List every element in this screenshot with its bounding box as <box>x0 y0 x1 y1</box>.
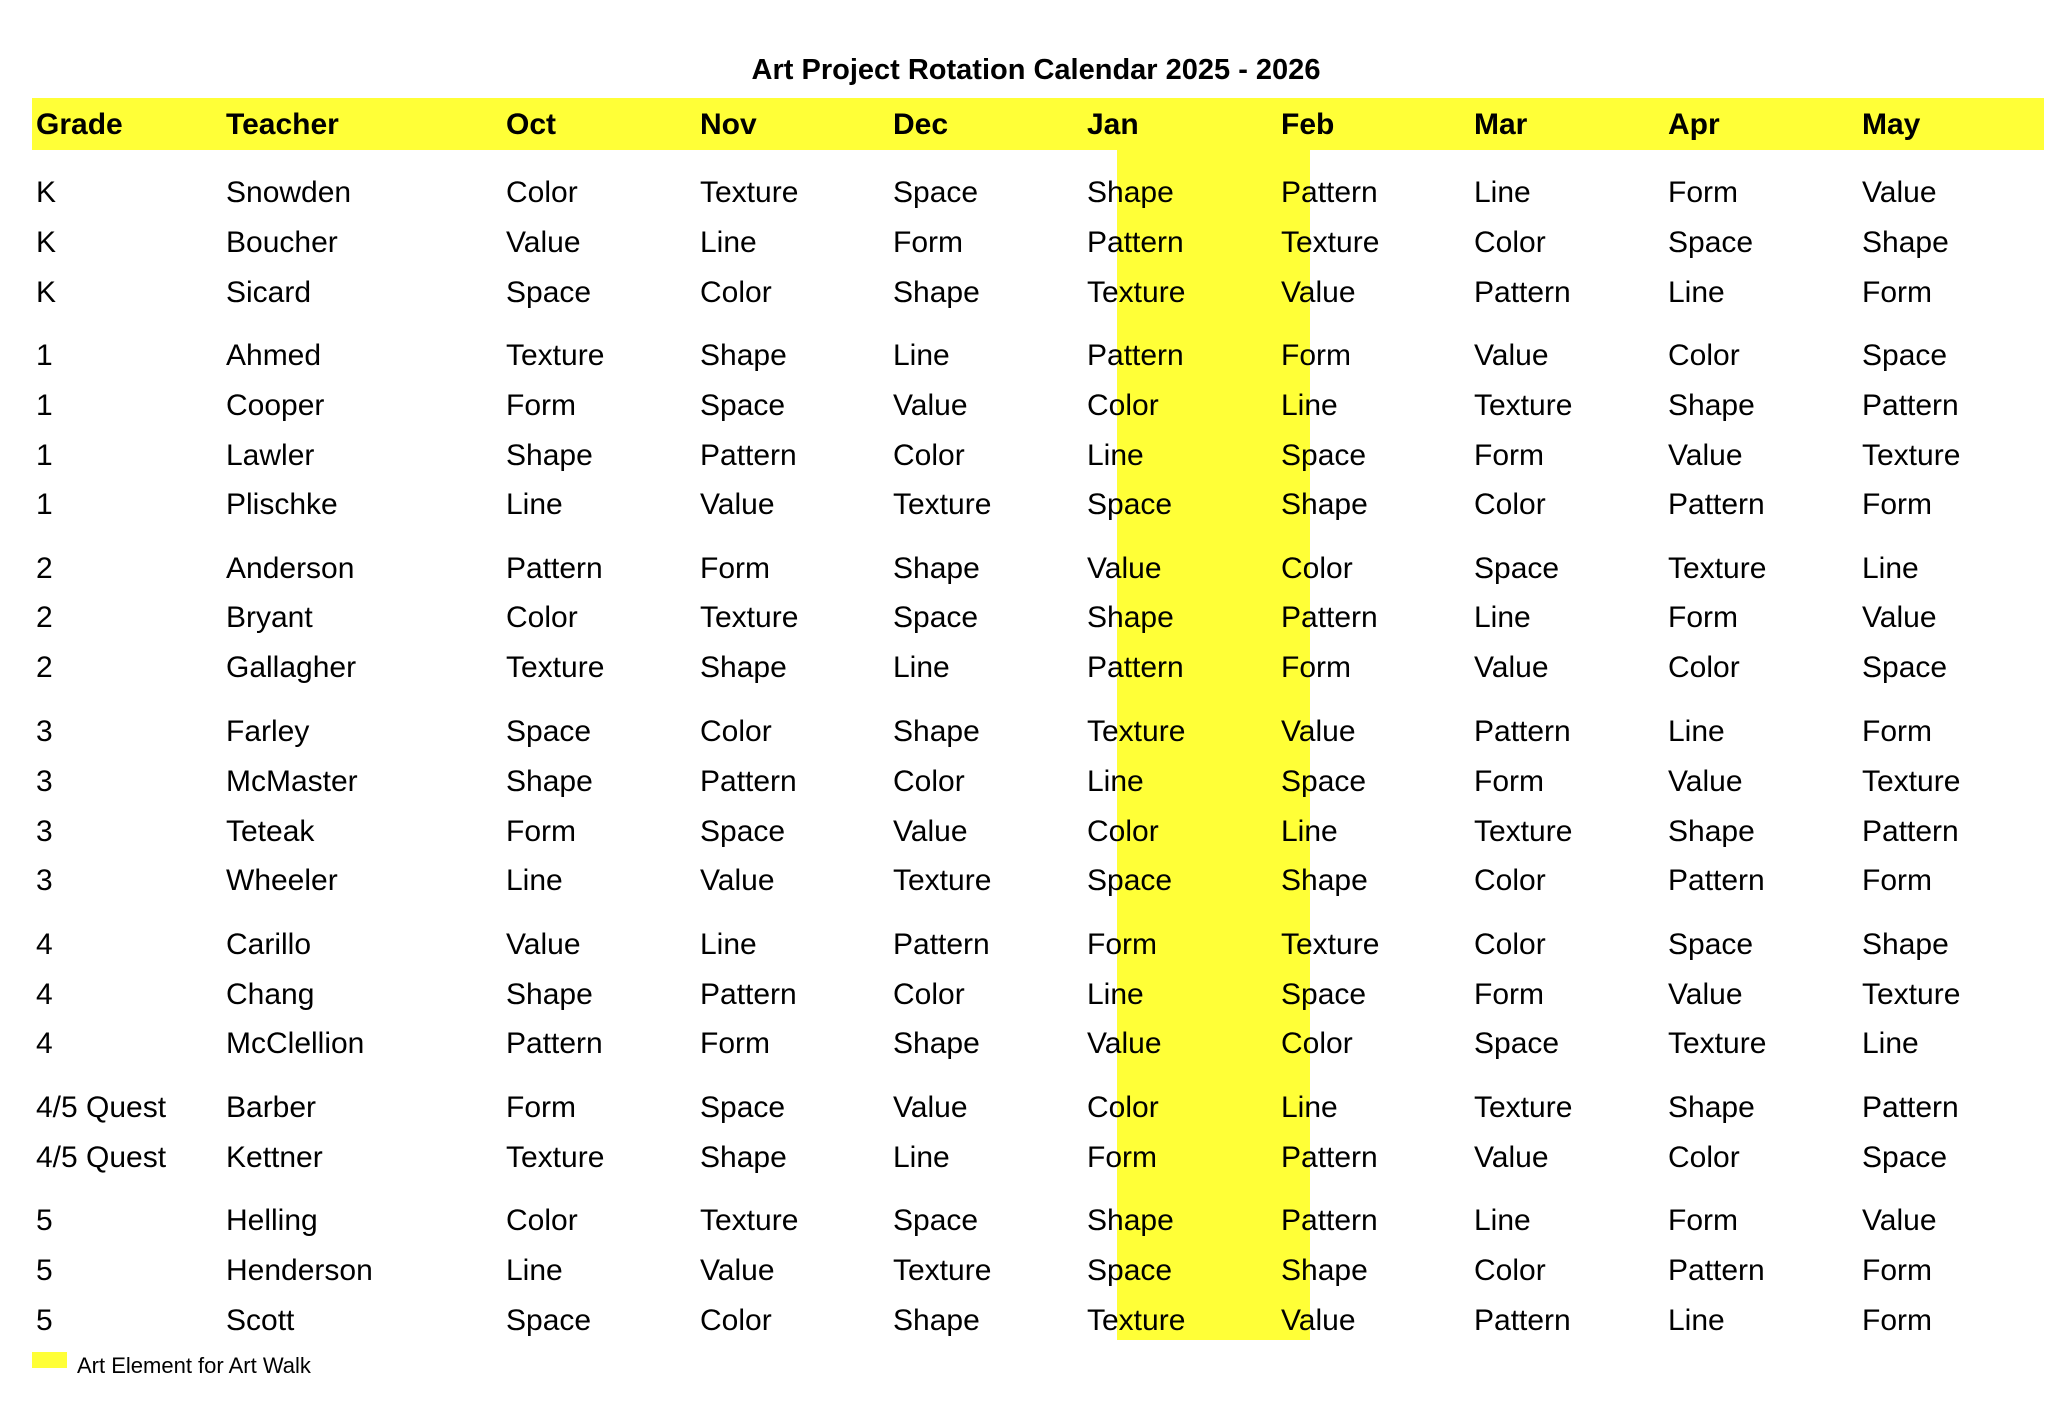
page-title: Art Project Rotation Calendar 2025 - 2026 <box>751 54 1321 86</box>
cell-grade: 5 <box>36 1204 53 1237</box>
cell-feb: Space <box>1281 439 1367 472</box>
cell-mar: Form <box>1474 765 1544 798</box>
cell-nov: Pattern <box>700 439 797 472</box>
cell-mar: Pattern <box>1474 715 1571 748</box>
cell-grade: 2 <box>36 552 53 585</box>
cell-teacher: Plischke <box>226 488 338 521</box>
cell-grade: K <box>36 276 57 309</box>
table-row <box>32 1133 2044 1183</box>
legend-label: Art Element for Art Walk <box>77 1353 311 1378</box>
cell-oct: Texture <box>506 1141 605 1174</box>
cell-teacher: Cooper <box>226 389 325 422</box>
cell-apr: Pattern <box>1668 1254 1765 1287</box>
table-row <box>32 331 2044 381</box>
cell-feb: Line <box>1281 1091 1338 1124</box>
cell-teacher: Chang <box>226 978 315 1011</box>
cell-apr: Shape <box>1668 815 1755 848</box>
cell-feb: Space <box>1281 978 1367 1011</box>
cell-grade: 4 <box>36 1027 53 1060</box>
cell-teacher: McClellion <box>226 1027 365 1060</box>
header-dec: Dec <box>893 108 949 141</box>
cell-oct: Shape <box>506 439 593 472</box>
cell-nov: Value <box>700 1254 775 1287</box>
legend-swatch <box>32 1352 67 1368</box>
cell-teacher: Helling <box>226 1204 318 1237</box>
cell-apr: Form <box>1668 601 1738 634</box>
table-row <box>32 757 2044 807</box>
table-row <box>32 480 2044 530</box>
table-row <box>32 807 2044 857</box>
cell-oct: Value <box>506 226 581 259</box>
cell-may: Form <box>1862 864 1932 897</box>
cell-grade: 3 <box>36 864 53 897</box>
cell-grade: 1 <box>36 488 53 521</box>
cell-may: Value <box>1862 601 1937 634</box>
cell-oct: Line <box>506 864 563 897</box>
cell-apr: Color <box>1668 1141 1740 1174</box>
cell-grade: 4 <box>36 978 53 1011</box>
cell-may: Space <box>1862 339 1948 372</box>
header-nov: Nov <box>700 108 757 141</box>
cell-jan: Color <box>1087 1091 1159 1124</box>
cell-oct: Color <box>506 176 578 209</box>
table-row <box>32 1083 2044 1133</box>
cell-mar: Color <box>1474 1254 1546 1287</box>
cell-feb: Form <box>1281 339 1351 372</box>
cell-apr: Value <box>1668 765 1743 798</box>
cell-nov: Value <box>700 864 775 897</box>
cell-feb: Shape <box>1281 864 1368 897</box>
cell-jan: Shape <box>1087 601 1174 634</box>
table-row <box>32 593 2044 643</box>
cell-mar: Line <box>1474 176 1531 209</box>
cell-oct: Texture <box>506 339 605 372</box>
cell-dec: Texture <box>893 864 992 897</box>
cell-dec: Line <box>893 339 950 372</box>
table-row <box>32 856 2044 906</box>
cell-jan: Space <box>1087 1254 1173 1287</box>
table-row <box>32 1296 2044 1346</box>
cell-may: Space <box>1862 1141 1948 1174</box>
cell-mar: Value <box>1474 339 1549 372</box>
cell-grade: 5 <box>36 1304 53 1337</box>
cell-nov: Color <box>700 276 772 309</box>
cell-nov: Value <box>700 488 775 521</box>
cell-jan: Line <box>1087 978 1144 1011</box>
cell-may: Line <box>1862 552 1919 585</box>
table-row <box>32 431 2044 481</box>
cell-dec: Value <box>893 1091 968 1124</box>
cell-teacher: Carillo <box>226 928 312 961</box>
table-row <box>32 970 2044 1020</box>
cell-jan: Texture <box>1087 1304 1186 1337</box>
cell-jan: Form <box>1087 1141 1157 1174</box>
cell-apr: Value <box>1668 439 1743 472</box>
cell-oct: Pattern <box>506 1027 603 1060</box>
cell-may: Form <box>1862 1254 1932 1287</box>
cell-feb: Pattern <box>1281 1141 1378 1174</box>
cell-mar: Color <box>1474 864 1546 897</box>
cell-mar: Color <box>1474 226 1546 259</box>
cell-dec: Shape <box>893 1027 980 1060</box>
cell-teacher: Teteak <box>226 815 315 848</box>
cell-apr: Shape <box>1668 1091 1755 1124</box>
cell-may: Form <box>1862 1304 1932 1337</box>
cell-dec: Line <box>893 651 950 684</box>
cell-jan: Pattern <box>1087 226 1184 259</box>
cell-may: Texture <box>1862 978 1961 1011</box>
cell-apr: Pattern <box>1668 488 1765 521</box>
cell-grade: 2 <box>36 651 53 684</box>
cell-grade: 5 <box>36 1254 53 1287</box>
cell-jan: Value <box>1087 1027 1162 1060</box>
cell-mar: Line <box>1474 1204 1531 1237</box>
cell-oct: Line <box>506 488 563 521</box>
cell-oct: Form <box>506 389 576 422</box>
cell-oct: Shape <box>506 978 593 1011</box>
header-jan: Jan <box>1087 108 1139 141</box>
cell-mar: Value <box>1474 651 1549 684</box>
table-row <box>32 1196 2044 1246</box>
header-apr: Apr <box>1668 108 1720 141</box>
cell-nov: Texture <box>700 1204 799 1237</box>
cell-dec: Color <box>893 765 965 798</box>
cell-nov: Color <box>700 1304 772 1337</box>
cell-oct: Form <box>506 1091 576 1124</box>
cell-teacher: Barber <box>226 1091 317 1124</box>
cell-feb: Space <box>1281 765 1367 798</box>
cell-feb: Pattern <box>1281 176 1378 209</box>
table-row <box>32 920 2044 970</box>
cell-jan: Texture <box>1087 715 1186 748</box>
cell-dec: Shape <box>893 276 980 309</box>
cell-grade: 4/5 Quest <box>36 1141 167 1174</box>
cell-teacher: Farley <box>226 715 310 748</box>
cell-feb: Color <box>1281 1027 1353 1060</box>
cell-dec: Color <box>893 978 965 1011</box>
cell-oct: Line <box>506 1254 563 1287</box>
cell-feb: Line <box>1281 815 1338 848</box>
cell-teacher: Snowden <box>226 176 352 209</box>
cell-may: Value <box>1862 1204 1937 1237</box>
cell-mar: Pattern <box>1474 1304 1571 1337</box>
cell-nov: Shape <box>700 339 787 372</box>
cell-dec: Space <box>893 1204 979 1237</box>
cell-mar: Space <box>1474 552 1560 585</box>
cell-may: Shape <box>1862 928 1949 961</box>
cell-mar: Color <box>1474 488 1546 521</box>
table-row <box>32 1019 2044 1069</box>
cell-may: Shape <box>1862 226 1949 259</box>
cell-mar: Value <box>1474 1141 1549 1174</box>
cell-feb: Texture <box>1281 226 1380 259</box>
cell-dec: Space <box>893 601 979 634</box>
cell-dec: Shape <box>893 552 980 585</box>
cell-may: Pattern <box>1862 389 1959 422</box>
cell-oct: Value <box>506 928 581 961</box>
cell-feb: Texture <box>1281 928 1380 961</box>
cell-mar: Texture <box>1474 1091 1573 1124</box>
table-row <box>32 1246 2044 1296</box>
cell-grade: 3 <box>36 815 53 848</box>
cell-jan: Color <box>1087 815 1159 848</box>
cell-apr: Value <box>1668 978 1743 1011</box>
cell-teacher: Henderson <box>226 1254 373 1287</box>
cell-oct: Texture <box>506 651 605 684</box>
cell-teacher: Bryant <box>226 601 313 634</box>
cell-apr: Shape <box>1668 389 1755 422</box>
cell-oct: Color <box>506 1204 578 1237</box>
header-mar: Mar <box>1474 108 1528 141</box>
cell-dec: Shape <box>893 1304 980 1337</box>
cell-may: Form <box>1862 715 1932 748</box>
cell-dec: Pattern <box>893 928 990 961</box>
cell-nov: Form <box>700 1027 770 1060</box>
cell-nov: Space <box>700 389 786 422</box>
cell-mar: Texture <box>1474 389 1573 422</box>
cell-dec: Space <box>893 176 979 209</box>
cell-nov: Color <box>700 715 772 748</box>
cell-apr: Line <box>1668 715 1725 748</box>
cell-mar: Space <box>1474 1027 1560 1060</box>
cell-dec: Texture <box>893 488 992 521</box>
cell-may: Pattern <box>1862 1091 1959 1124</box>
cell-grade: K <box>36 226 57 259</box>
cell-nov: Shape <box>700 1141 787 1174</box>
cell-may: Texture <box>1862 439 1961 472</box>
cell-nov: Space <box>700 815 786 848</box>
cell-jan: Shape <box>1087 1204 1174 1237</box>
cell-feb: Pattern <box>1281 601 1378 634</box>
cell-mar: Texture <box>1474 815 1573 848</box>
cell-apr: Form <box>1668 1204 1738 1237</box>
cell-may: Value <box>1862 176 1937 209</box>
cell-teacher: Kettner <box>226 1141 323 1174</box>
cell-feb: Line <box>1281 389 1338 422</box>
cell-teacher: McMaster <box>226 765 358 798</box>
header-feb: Feb <box>1281 108 1335 141</box>
cell-jan: Space <box>1087 864 1173 897</box>
cell-grade: K <box>36 176 57 209</box>
cell-nov: Texture <box>700 601 799 634</box>
cell-jan: Form <box>1087 928 1157 961</box>
cell-nov: Pattern <box>700 765 797 798</box>
cell-oct: Shape <box>506 765 593 798</box>
cell-oct: Space <box>506 715 592 748</box>
cell-nov: Texture <box>700 176 799 209</box>
cell-jan: Space <box>1087 488 1173 521</box>
cell-feb: Value <box>1281 715 1356 748</box>
cell-feb: Color <box>1281 552 1353 585</box>
cell-oct: Color <box>506 601 578 634</box>
table-row <box>32 544 2044 594</box>
cell-apr: Line <box>1668 1304 1725 1337</box>
cell-nov: Form <box>700 552 770 585</box>
cell-jan: Texture <box>1087 276 1186 309</box>
cell-oct: Space <box>506 1304 592 1337</box>
cell-teacher: Wheeler <box>226 864 338 897</box>
cell-grade: 3 <box>36 715 53 748</box>
cell-dec: Value <box>893 815 968 848</box>
cell-grade: 1 <box>36 339 53 372</box>
cell-apr: Pattern <box>1668 864 1765 897</box>
cell-teacher: Lawler <box>226 439 315 472</box>
cell-grade: 2 <box>36 601 53 634</box>
table-row <box>32 643 2044 693</box>
cell-feb: Value <box>1281 1304 1356 1337</box>
cell-teacher: Scott <box>226 1304 295 1337</box>
header-may: May <box>1862 108 1921 141</box>
cell-apr: Texture <box>1668 552 1767 585</box>
header-grade: Grade <box>36 108 123 141</box>
cell-dec: Shape <box>893 715 980 748</box>
cell-mar: Form <box>1474 439 1544 472</box>
cell-nov: Line <box>700 928 757 961</box>
cell-jan: Pattern <box>1087 339 1184 372</box>
cell-jan: Value <box>1087 552 1162 585</box>
cell-oct: Space <box>506 276 592 309</box>
table-row <box>32 707 2044 757</box>
cell-teacher: Sicard <box>226 276 312 309</box>
cell-mar: Line <box>1474 601 1531 634</box>
cell-may: Pattern <box>1862 815 1959 848</box>
cell-dec: Form <box>893 226 963 259</box>
cell-grade: 1 <box>36 389 53 422</box>
cell-grade: 4 <box>36 928 53 961</box>
cell-feb: Pattern <box>1281 1204 1378 1237</box>
cell-jan: Color <box>1087 389 1159 422</box>
header-oct: Oct <box>506 108 557 141</box>
cell-dec: Value <box>893 389 968 422</box>
cell-oct: Form <box>506 815 576 848</box>
cell-feb: Shape <box>1281 488 1368 521</box>
cell-apr: Form <box>1668 176 1738 209</box>
cell-teacher: Ahmed <box>226 339 322 372</box>
cell-dec: Line <box>893 1141 950 1174</box>
cell-jan: Line <box>1087 765 1144 798</box>
cell-mar: Color <box>1474 928 1546 961</box>
cell-feb: Value <box>1281 276 1356 309</box>
cell-jan: Line <box>1087 439 1144 472</box>
cell-teacher: Boucher <box>226 226 338 259</box>
cell-apr: Color <box>1668 651 1740 684</box>
cell-apr: Space <box>1668 226 1754 259</box>
cell-mar: Pattern <box>1474 276 1571 309</box>
cell-feb: Shape <box>1281 1254 1368 1287</box>
cell-dec: Color <box>893 439 965 472</box>
cell-may: Form <box>1862 276 1932 309</box>
cell-teacher: Gallagher <box>226 651 357 684</box>
cell-dec: Texture <box>893 1254 992 1287</box>
cell-nov: Pattern <box>700 978 797 1011</box>
header-row <box>32 98 2044 150</box>
cell-apr: Color <box>1668 339 1740 372</box>
cell-nov: Shape <box>700 651 787 684</box>
cell-may: Space <box>1862 651 1948 684</box>
table-row <box>32 268 2044 318</box>
table-row <box>32 218 2044 268</box>
header-teacher: Teacher <box>226 108 339 141</box>
table-row <box>32 168 2044 218</box>
cell-jan: Shape <box>1087 176 1174 209</box>
table-row <box>32 381 2044 431</box>
cell-oct: Pattern <box>506 552 603 585</box>
cell-teacher: Anderson <box>226 552 355 585</box>
cell-feb: Form <box>1281 651 1351 684</box>
cell-jan: Pattern <box>1087 651 1184 684</box>
cell-grade: 3 <box>36 765 53 798</box>
cell-may: Texture <box>1862 765 1961 798</box>
cell-apr: Line <box>1668 276 1725 309</box>
cell-nov: Space <box>700 1091 786 1124</box>
cell-apr: Texture <box>1668 1027 1767 1060</box>
cell-may: Form <box>1862 488 1932 521</box>
cell-grade: 1 <box>36 439 53 472</box>
cell-nov: Line <box>700 226 757 259</box>
cell-may: Line <box>1862 1027 1919 1060</box>
cell-mar: Form <box>1474 978 1544 1011</box>
cell-grade: 4/5 Quest <box>36 1091 167 1124</box>
cell-apr: Space <box>1668 928 1754 961</box>
